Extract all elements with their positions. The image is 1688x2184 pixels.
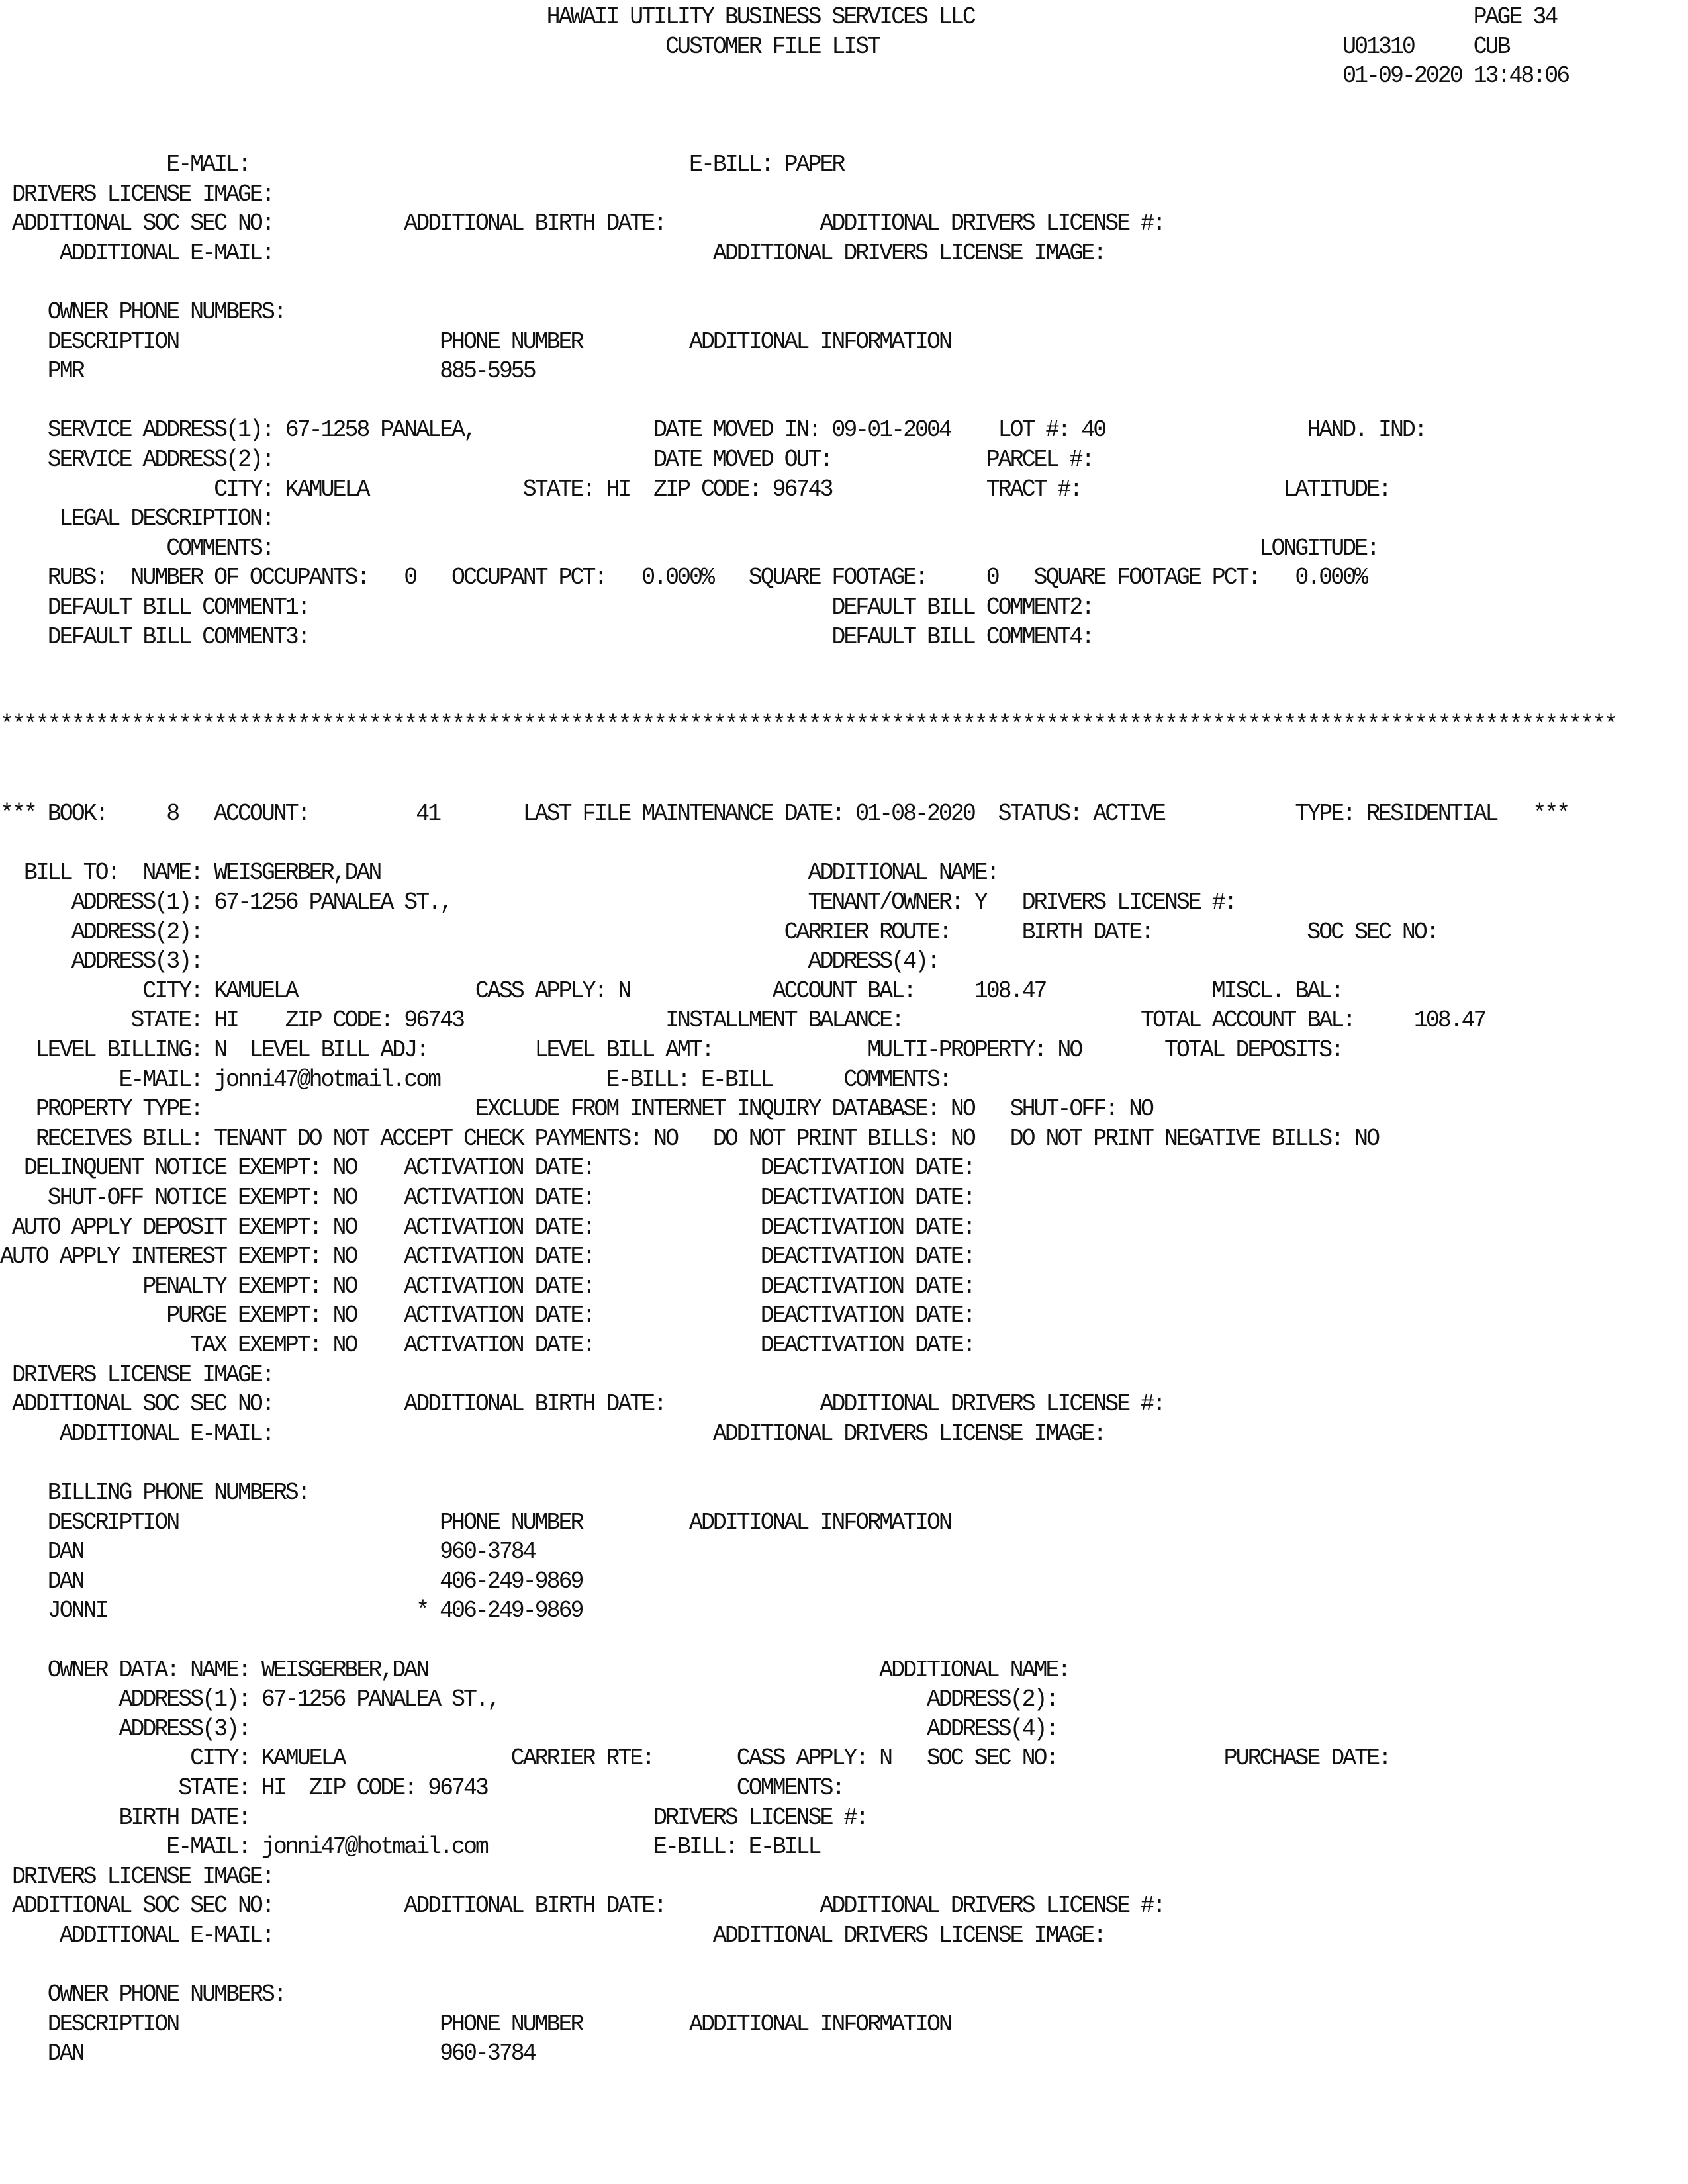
report-line: AUTO APPLY INTEREST EXEMPT: NO ACTIVATION DATE: DEACTIVATION DATE: (0, 1243, 974, 1271)
report-line: ADDITIONAL SOC SEC NO: ADDITIONAL BIRTH DATE: ADDITIONAL DRIVERS LICENSE #: (0, 1390, 1164, 1418)
report-line: OWNER PHONE NUMBERS: (0, 298, 285, 326)
report-line: BILLING PHONE NUMBERS: (0, 1479, 309, 1506)
report-line: PROPERTY TYPE: EXCLUDE FROM INTERNET INQUIRY DATABASE: NO SHUT-OFF: NO (0, 1095, 1152, 1123)
report-line: BILL TO: NAME: WEISGERBER,DAN ADDITIONAL NAME: (0, 859, 998, 887)
report-line: PMR 885-5955 (0, 357, 535, 385)
report-line: DESCRIPTION PHONE NUMBER ADDITIONAL INFORMATION (0, 1508, 951, 1536)
report-line: DEFAULT BILL COMMENT3: DEFAULT BILL COMMENT4: (0, 623, 1094, 651)
report-line: SERVICE ADDRESS(2): DATE MOVED OUT: PARCEL #: (0, 446, 1094, 473)
report-line: DELINQUENT NOTICE EXEMPT: NO ACTIVATION DATE: DEACTIVATION DATE: (0, 1154, 974, 1182)
report-line: ADDRESS(3): ADDRESS(4): (0, 948, 939, 976)
report-line: DAN 960-3784 (0, 2040, 535, 2068)
report-line: ADDRESS(2): CARRIER ROUTE: BIRTH DATE: SOC SEC NO: (0, 918, 1438, 946)
report-line: E-MAIL: E-BILL: PAPER (0, 151, 844, 178)
report-line: DRIVERS LICENSE IMAGE: (0, 180, 273, 208)
report-line: CITY: KAMUELA CASS APPLY: N ACCOUNT BAL: 108.47 MISCL. BAL: (0, 977, 1343, 1005)
report-line: DESCRIPTION PHONE NUMBER ADDITIONAL INFORMATION (0, 328, 951, 355)
report-line: DESCRIPTION PHONE NUMBER ADDITIONAL INFORMATION (0, 2010, 951, 2038)
report-line: 01-09-2020 13:48:06 (0, 62, 1569, 90)
report-line: STATE: HI ZIP CODE: 96743 INSTALLMENT BALANCE: TOTAL ACCOUNT BAL: 108.47 (0, 1007, 1485, 1034)
report-line: *** BOOK: 8 ACCOUNT: 41 LAST FILE MAINTENANCE DATE: 01-08-2020 STATUS: ACTIVE TYPE: RESIDENTIAL *** (0, 800, 1569, 828)
report-line: TAX EXEMPT: NO ACTIVATION DATE: DEACTIVATION DATE: (0, 1332, 974, 1359)
report-line: ADDITIONAL E-MAIL: ADDITIONAL DRIVERS LICENSE IMAGE: (0, 1922, 1105, 1949)
report-line: E-MAIL: jonni47@hotmail.com E-BILL: E-BILL (0, 1833, 820, 1861)
report-line: PENALTY EXEMPT: NO ACTIVATION DATE: DEACTIVATION DATE: (0, 1272, 974, 1300)
report-line: CUSTOMER FILE LIST U01310 CUB (0, 32, 1509, 60)
report-line: ADDITIONAL SOC SEC NO: ADDITIONAL BIRTH DATE: ADDITIONAL DRIVERS LICENSE #: (0, 210, 1164, 238)
report-line: DRIVERS LICENSE IMAGE: (0, 1361, 273, 1388)
report-line: DRIVERS LICENSE IMAGE: (0, 1862, 273, 1890)
report-line: AUTO APPLY DEPOSIT EXEMPT: NO ACTIVATION DATE: DEACTIVATION DATE: (0, 1213, 974, 1241)
report-line: ADDRESS(3): ADDRESS(4): (0, 1715, 1058, 1743)
report-line: STATE: HI ZIP CODE: 96743 COMMENTS: (0, 1774, 844, 1801)
report-line: LEVEL BILLING: N LEVEL BILL ADJ: LEVEL BILL AMT: MULTI-PROPERTY: NO TOTAL DEPOSITS: (0, 1036, 1343, 1064)
report-line: OWNER DATA: NAME: WEISGERBER,DAN ADDITIONAL NAME: (0, 1656, 1070, 1684)
report-line: ADDITIONAL E-MAIL: ADDITIONAL DRIVERS LICENSE IMAGE: (0, 1420, 1105, 1447)
report-line: **************************************************************************************************************************************** (0, 711, 1616, 739)
report-line: E-MAIL: jonni47@hotmail.com E-BILL: E-BILL COMMENTS: (0, 1066, 951, 1093)
report-line: PURGE EXEMPT: NO ACTIVATION DATE: DEACTIVATION DATE: (0, 1302, 974, 1330)
report-line: COMMENTS: LONGITUDE: (0, 534, 1379, 562)
report-line: ADDITIONAL SOC SEC NO: ADDITIONAL BIRTH DATE: ADDITIONAL DRIVERS LICENSE #: (0, 1892, 1164, 1920)
report-line: DAN 960-3784 (0, 1538, 535, 1566)
report-line: SERVICE ADDRESS(1): 67-1258 PANALEA, DATE MOVED IN: 09-01-2004 LOT #: 40 HAND. IND: (0, 416, 1426, 444)
report-line: LEGAL DESCRIPTION: (0, 505, 273, 533)
report-line: HAWAII UTILITY BUSINESS SERVICES LLC PAGE 34 (0, 3, 1557, 30)
report-line: ADDRESS(1): 67-1256 PANALEA ST., TENANT/OWNER: Y DRIVERS LICENSE #: (0, 889, 1236, 916)
report-line: RECEIVES BILL: TENANT DO NOT ACCEPT CHECK PAYMENTS: NO DO NOT PRINT BILLS: NO DO NOT PRINT NEGATIVE BILLS: NO (0, 1124, 1379, 1152)
report-line: SHUT-OFF NOTICE EXEMPT: NO ACTIVATION DATE: DEACTIVATION DATE: (0, 1184, 974, 1211)
report-line: OWNER PHONE NUMBERS: (0, 1981, 285, 2009)
report-line: RUBS: NUMBER OF OCCUPANTS: 0 OCCUPANT PCT: 0.000% SQUARE FOOTAGE: 0 SQUARE FOOTAGE PCT: 0.000% (0, 564, 1367, 592)
report-line: ADDITIONAL E-MAIL: ADDITIONAL DRIVERS LICENSE IMAGE: (0, 239, 1105, 267)
report-line: BIRTH DATE: DRIVERS LICENSE #: (0, 1803, 868, 1831)
report-line: DAN 406-249-9869 (0, 1567, 583, 1595)
report-line: CITY: KAMUELA STATE: HI ZIP CODE: 96743 TRACT #: LATITUDE: (0, 475, 1390, 503)
report-line: JONNI * 406-249-9869 (0, 1597, 583, 1625)
report-line: CITY: KAMUELA CARRIER RTE: CASS APPLY: N SOC SEC NO: PURCHASE DATE: (0, 1745, 1390, 1772)
report-line: ADDRESS(1): 67-1256 PANALEA ST., ADDRESS(2): (0, 1686, 1058, 1713)
report-line: DEFAULT BILL COMMENT1: DEFAULT BILL COMMENT2: (0, 594, 1094, 621)
